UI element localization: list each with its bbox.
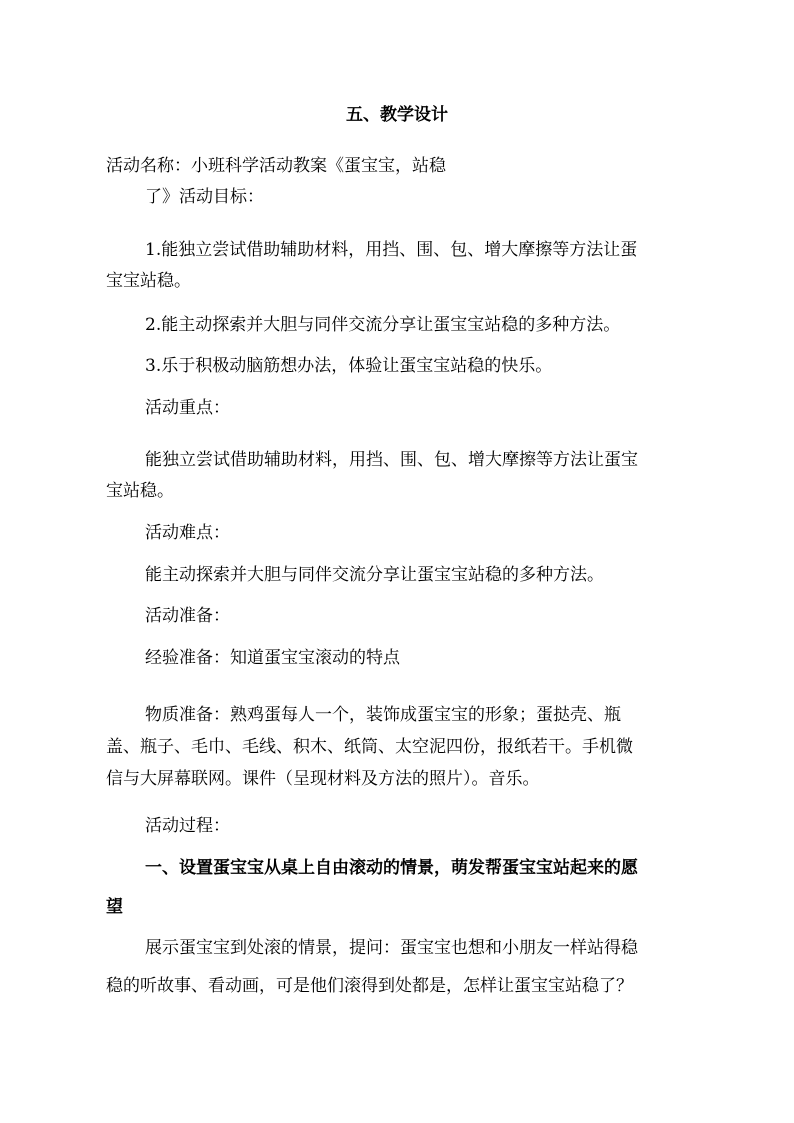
- key-point-line1: 能独立尝试借助辅助材料，用挡、围、包、增大摩擦等方法让蛋宝: [145, 450, 638, 470]
- activity-name-line1: 活动名称：小班科学活动教案《蛋宝宝，站稳: [106, 156, 446, 176]
- process-label: 活动过程：: [145, 816, 230, 836]
- goal-1-line2: 宝宝站稳。: [106, 271, 191, 291]
- material-preparation-line3: 信与大屏幕联网。课件（呈现材料及方法的照片）。音乐。: [106, 769, 540, 789]
- goal-3: 3.乐于积极动脑筋想办法，体验让蛋宝宝站稳的快乐。: [145, 356, 553, 376]
- key-point-label: 活动重点：: [145, 398, 230, 418]
- material-preparation-line2: 盖、瓶子、毛巾、毛线、积木、纸筒、太空泥四份，报纸若干。手机微: [106, 737, 633, 757]
- difficulty-text: 能主动探索并大胆与同伴交流分享让蛋宝宝站稳的多种方法。: [145, 565, 604, 585]
- experience-preparation: 经验准备：知道蛋宝宝滚动的特点: [145, 648, 400, 668]
- goal-2: 2.能主动探索并大胆与同伴交流分享让蛋宝宝站稳的多种方法。: [145, 315, 621, 335]
- preparation-label: 活动准备：: [145, 606, 230, 626]
- key-point-line2: 宝站稳。: [106, 481, 174, 501]
- activity-name-line2: 了》活动目标：: [145, 187, 264, 207]
- step1-heading-line2: 望: [106, 897, 123, 917]
- material-preparation-line1: 物质准备：熟鸡蛋每人一个，装饰成蛋宝宝的形象；蛋挞壳、瓶: [145, 705, 621, 725]
- step1-text-line1: 展示蛋宝宝到处滚的情景，提问：蛋宝宝也想和小朋友一样站得稳: [145, 938, 638, 958]
- section-title: 五、教学设计: [346, 105, 448, 125]
- step1-heading-line1: 一、设置蛋宝宝从桌上自由滚动的情景，萌发帮蛋宝宝站起来的愿: [145, 858, 638, 878]
- goal-1-line1: 1.能独立尝试借助辅助材料，用挡、围、包、增大摩擦等方法让蛋: [145, 240, 638, 260]
- step1-text-line2: 稳的听故事、看动画，可是他们滚得到处都是，怎样让蛋宝宝站稳了？: [106, 976, 633, 996]
- difficulty-label: 活动难点：: [145, 523, 230, 543]
